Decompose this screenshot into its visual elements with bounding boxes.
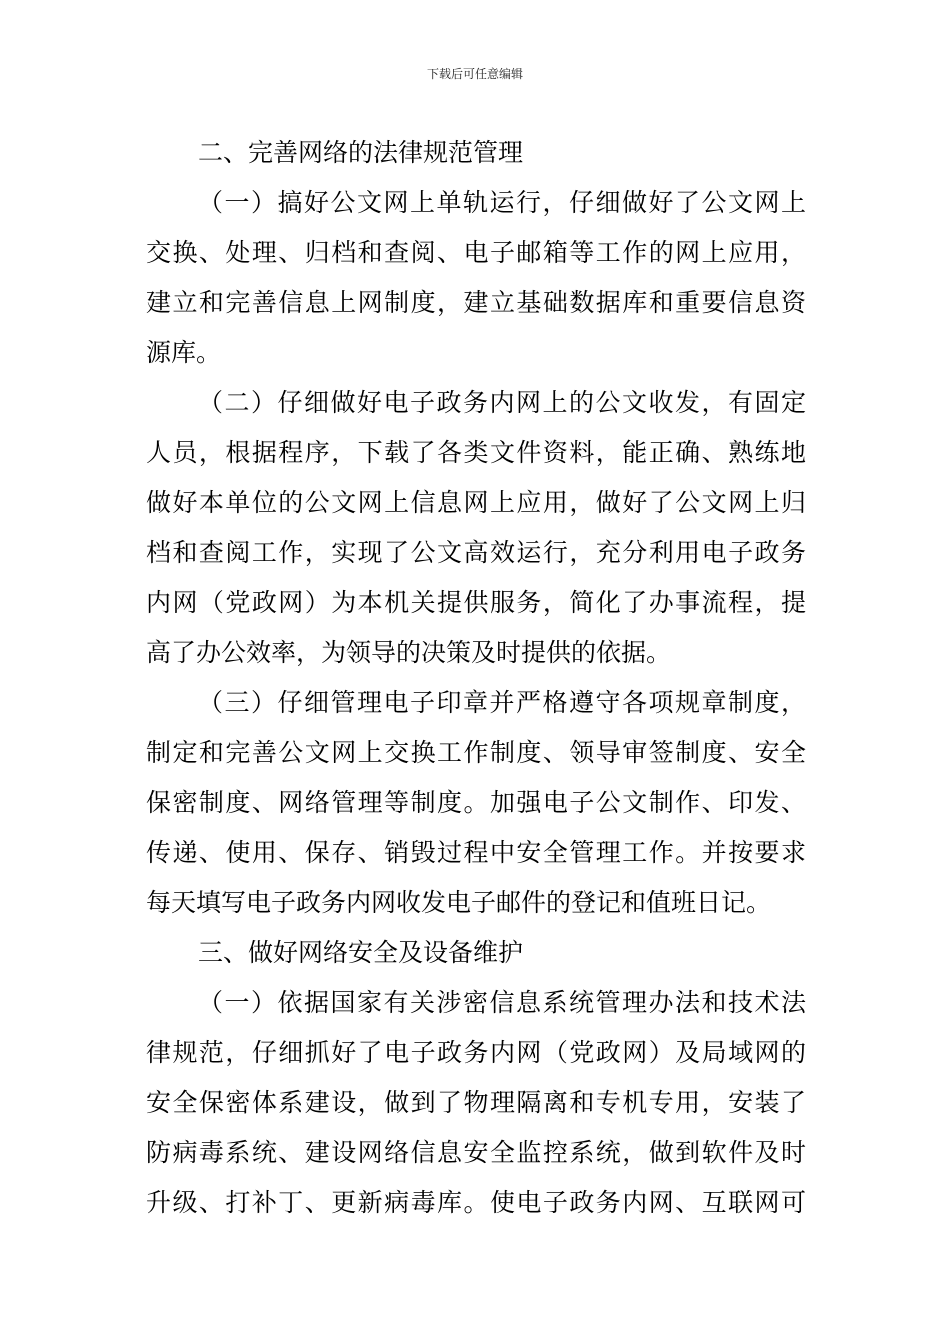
paragraph-line: 升级、打补丁、更新病毒库。使电子政务内网、互联网可 xyxy=(146,1188,806,1217)
paragraph-line: 做好本单位的公文网上信息网上应用，做好了公文网上归 xyxy=(146,488,806,517)
paragraph-line: （一）搞好公文网上单轨运行，仔细做好了公文网上 xyxy=(198,188,806,217)
paragraph xyxy=(146,378,806,678)
paragraph-line: （二）仔细做好电子政务内网上的公文收发，有固定 xyxy=(198,388,806,417)
paragraph xyxy=(146,178,806,378)
page-header: 下载后可任意编辑 xyxy=(426,67,523,81)
paragraph-line: 传递、使用、保存、销毁过程中安全管理工作。并按要求 xyxy=(146,838,806,867)
paragraph-line: （三）仔细管理电子印章并严格遵守各项规章制度， xyxy=(198,688,806,717)
heading-line: 三、做好网络安全及设备维护 xyxy=(198,938,524,967)
paragraph-line: （一）依据国家有关涉密信息系统管理办法和技术法 xyxy=(198,988,806,1017)
paragraph-line: 防病毒系统、建设网络信息安全监控系统，做到软件及时 xyxy=(146,1138,806,1167)
paragraph-line: 源库。 xyxy=(146,338,222,367)
paragraph-line: 每天填写电子政务内网收发电子邮件的登记和值班日记。 xyxy=(146,888,772,917)
paragraph-line: 高了办公效率，为领导的决策及时提供的依据。 xyxy=(146,638,672,667)
paragraph-line: 档和查阅工作，实现了公文高效运行，充分利用电子政务 xyxy=(146,538,806,567)
section-heading xyxy=(146,128,806,178)
paragraph xyxy=(146,678,806,928)
section-heading xyxy=(146,928,806,978)
heading-line: 二、完善网络的法律规范管理 xyxy=(198,138,524,167)
paragraph xyxy=(146,978,806,1228)
paragraph-line: 律规范，仔细抓好了电子政务内网（党政网）及局域网的 xyxy=(146,1038,806,1067)
paragraph-line: 安全保密体系建设，做到了物理隔离和专机专用，安装了 xyxy=(146,1088,806,1117)
paragraph-line: 人员，根据程序，下载了各类文件资料，能正确、熟练地 xyxy=(146,438,806,467)
paragraph-line: 建立和完善信息上网制度，建立基础数据库和重要信息资 xyxy=(146,288,806,317)
document-body xyxy=(146,128,806,1228)
paragraph-line: 保密制度、网络管理等制度。加强电子公文制作、印发、 xyxy=(146,788,806,817)
paragraph-line: 交换、处理、归档和查阅、电子邮箱等工作的网上应用， xyxy=(146,238,806,267)
paragraph-line: 内网（党政网）为本机关提供服务，简化了办事流程，提 xyxy=(146,588,806,617)
paragraph-line: 制定和完善公文网上交换工作制度、领导审签制度、安全 xyxy=(146,738,806,767)
